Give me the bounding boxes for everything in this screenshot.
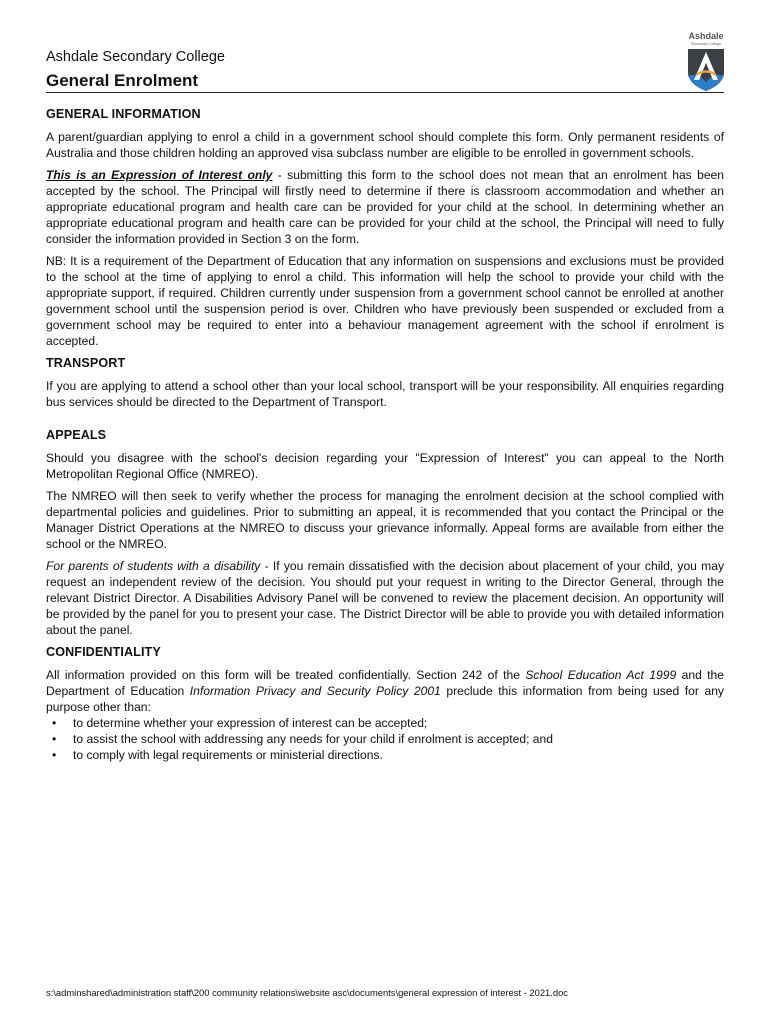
general-paragraph-2-text: - submitting this form to the school does not mean that an enrolment has been accepted by the school. The Principal will firstly need to determine if there is classroom accommodation and whether an appropriate educational program and health care can be provided for your child at the school. In determining whether an appropriate educational program and health care can be provided for your child at the school, the Principal will need to fully consider the information provided in Section 3 on the form. xyxy=(46,168,724,246)
school-education-act: School Education Act 1999 xyxy=(525,668,677,682)
disability-emphasis: For parents of students with a disability xyxy=(46,559,261,573)
logo-text: Ashdale xyxy=(688,31,724,41)
list-item: • to comply with legal requirements or ministerial directions. xyxy=(46,747,724,763)
appeals-paragraph-3-text: - If you remain dissatisfied with the decision about placement of your child, you may request an independent review of the decision. You should put your request in writing to the Director General, through the relevant District Director. A Disabilities Advisory Panel will be convened to review the placement decision. An opportunity will be provided by the panel for you to present your case. The District Director will be able to provide you with detailed information about the panel. xyxy=(46,559,724,637)
confidentiality-text-c: preclude this information from being used for any purpose other than: xyxy=(46,684,724,714)
school-name: Ashdale Secondary College xyxy=(46,49,225,65)
general-paragraph-1: A parent/guardian applying to enrol a child in a government school should complete this form. Only permanent residents of Australia and those children holding an approved visa subclass number are eligible to be enrolled in government schools. xyxy=(46,130,724,160)
list-item: • to assist the school with addressing any needs for your child if enrolment is accepted; and xyxy=(46,731,724,747)
general-paragraph-3: NB: It is a requirement of the Department of Education that any information on suspensions and exclusions must be provided to the school at the time of applying to enrol a child. This information will help the school to provide your child with the appropriate support, if required. Children currently under suspension from a government school cannot be enrolled at another government school until the suspension period is over. Children who have previously been suspended or excluded from a government school may be required to enter into a behaviour management agreement with the school if enrolment is accepted. xyxy=(46,254,724,348)
page-title: General Enrolment xyxy=(46,71,199,90)
confidentiality-paragraph xyxy=(46,667,724,715)
confidentiality-text-a: All information provided on this form will be treated confidentially. Section 242 of the xyxy=(46,668,526,682)
school-logo xyxy=(684,30,728,92)
section-heading-appeals: APPEALS xyxy=(46,428,107,442)
expression-of-interest-emphasis: This is an Expression of Interest only xyxy=(46,168,273,182)
list-item: • to determine whether your expression of interest can be accepted; xyxy=(46,715,724,731)
appeals-paragraph-3 xyxy=(46,558,724,638)
general-paragraph-2 xyxy=(46,167,724,247)
appeals-paragraph-2: The NMREO will then seek to verify whether the process for managing the enrolment decision at the school complied with departmental policies and guidelines. Prior to submitting an appeal, it is recommended that you contact the Principal or the Manager District Operations at the NMREO to discuss your grievance informally. Appeal forms are available from either the school or the NMREO. xyxy=(46,489,724,551)
document-body xyxy=(46,106,724,763)
logo-subtext: Secondary College xyxy=(690,42,722,46)
header-rule xyxy=(46,92,724,93)
section-heading-confidentiality: CONFIDENTIALITY xyxy=(46,645,161,659)
confidentiality-list xyxy=(46,715,724,763)
transport-paragraph: If you are applying to attend a school other than your local school, transport will be your responsibility. All enquiries regarding bus services should be directed to the Department of Transport. xyxy=(46,379,724,409)
appeals-paragraph-1: Should you disagree with the school's decision regarding your "Expression of Interest" you can appeal to the North Metropolitan Regional Office (NMREO). xyxy=(46,451,724,481)
section-heading-general: GENERAL INFORMATION xyxy=(46,107,201,121)
section-heading-transport: TRANSPORT xyxy=(46,356,126,370)
privacy-policy: Information Privacy and Security Policy 2001 xyxy=(189,684,441,698)
file-path-footer: s:\adminshared\administration staff\200 community relations\website asc\documents\general expression of interest - 2021.doc xyxy=(46,987,568,998)
confidentiality-text-b: and the Department of Education xyxy=(46,668,724,698)
